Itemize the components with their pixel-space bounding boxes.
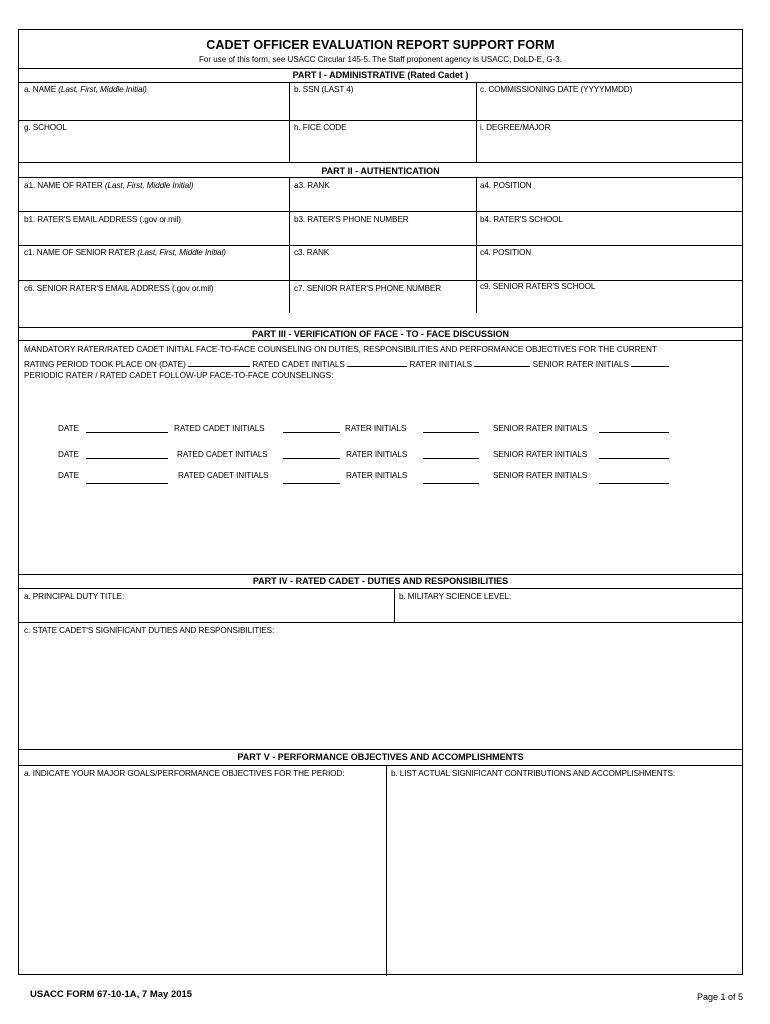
- name-field[interactable]: [24, 85, 147, 94]
- fice-code-field[interactable]: h. FICE CODE: [294, 123, 347, 132]
- rater-phone-field[interactable]: b3. RATER'S PHONE NUMBER: [294, 215, 409, 224]
- rater-email-field[interactable]: b1. RATER'S EMAIL ADDRESS (.gov or.mil): [24, 215, 181, 224]
- initial-senior-initials-blank[interactable]: [631, 358, 669, 367]
- rater-position-field[interactable]: a4. POSITION: [480, 181, 532, 190]
- followup3-rater-label: RATER INITIALS: [346, 471, 408, 480]
- followup2-rater-label: RATER INITIALS: [346, 450, 408, 459]
- goals-objectives-field[interactable]: a. INDICATE YOUR MAJOR GOALS/PERFORMANCE OBJECTIVES FOR THE PERIOD:: [24, 769, 345, 778]
- senior-rater-email-field[interactable]: c6. SENIOR RATER'S EMAIL ADDRESS (.gov or.mil): [24, 284, 214, 293]
- followup-heading: PERIODIC RATER / RATED CADET FOLLOW-UP FACE-TO-FACE COUNSELINGS:: [24, 371, 334, 380]
- initial-rater-initials-label: RATER INITIALS: [409, 360, 473, 369]
- commissioning-date-field[interactable]: c. COMMISSIONING DATE (YYYYMMDD): [480, 85, 633, 94]
- senior-rater-phone-field[interactable]: c7. SENIOR RATER'S PHONE NUMBER: [294, 284, 442, 293]
- school-field[interactable]: g. SCHOOL: [24, 123, 67, 132]
- initial-rater-initials-blank[interactable]: [474, 358, 530, 367]
- followup2-cadet-label: RATED CADET INITIALS: [177, 450, 268, 459]
- form-frame: [18, 29, 743, 975]
- followup3-rater-blank[interactable]: [423, 483, 479, 484]
- name-hint: (Last, First, Middle Initial): [58, 85, 147, 94]
- initial-date-label: RATING PERIOD TOOK PLACE ON (DATE): [24, 360, 186, 369]
- senior-rater-name-label: c1. NAME OF SENIOR RATER: [24, 248, 138, 257]
- rater-name-hint: (Last, First, Middle Initial): [104, 181, 194, 190]
- followup2-senior-blank[interactable]: [599, 458, 669, 459]
- followup3-date-label: DATE: [58, 471, 79, 480]
- degree-major-field[interactable]: i. DEGREE/MAJOR: [480, 123, 551, 132]
- initial-cadet-initials-blank[interactable]: [347, 358, 407, 367]
- followup3-senior-blank[interactable]: [599, 483, 669, 484]
- followup1-senior-blank[interactable]: [599, 432, 669, 433]
- followup2-date-label: DATE: [58, 450, 79, 459]
- contributions-field[interactable]: b. LIST ACTUAL SIGNIFICANT CONTRIBUTIONS AND ACCOMPLISHMENTS:: [391, 769, 675, 778]
- initial-counseling-row: [24, 358, 669, 369]
- senior-rater-name-field[interactable]: [24, 248, 226, 257]
- followup1-senior-label: SENIOR RATER INITIALS: [493, 424, 588, 433]
- followup1-rater-blank[interactable]: [423, 432, 479, 433]
- followup2-cadet-blank[interactable]: [283, 458, 340, 459]
- followup2-date-blank[interactable]: [86, 458, 168, 459]
- initial-senior-initials-label: SENIOR RATER INITIALS: [532, 360, 629, 369]
- followup3-date-blank[interactable]: [86, 483, 168, 484]
- followup2-senior-label: SENIOR RATER INITIALS: [493, 450, 588, 459]
- followup1-cadet-label: RATED CADET INITIALS: [174, 424, 265, 433]
- followup3-cadet-blank[interactable]: [283, 483, 340, 484]
- principal-duty-title-field[interactable]: a. PRINCIPAL DUTY TITLE:: [24, 592, 125, 601]
- initial-cadet-initials-label: RATED CADET INITIALS: [252, 360, 345, 369]
- initial-date-blank[interactable]: [188, 358, 250, 367]
- ssn-field[interactable]: b. SSN (LAST 4): [294, 85, 354, 94]
- followup1-date-blank[interactable]: [86, 432, 168, 433]
- senior-rater-name-hint: (Last, First, Middle Initial): [137, 248, 226, 257]
- part1-header: PART I - ADMINISTRATIVE (Rated Cadet ): [292, 70, 469, 80]
- followup1-date-label: DATE: [58, 424, 79, 433]
- senior-rater-rank-field[interactable]: c3. RANK: [294, 248, 330, 257]
- significant-duties-field[interactable]: c. STATE CADET'S SIGNIFICANT DUTIES AND RESPONSIBILITIES:: [24, 626, 275, 635]
- senior-rater-school-field[interactable]: c9. SENIOR RATER'S SCHOOL: [480, 282, 596, 291]
- part5-header: PART V - PERFORMANCE OBJECTIVES AND ACCOMPLISHMENTS: [237, 752, 524, 762]
- form-subtitle: For use of this form, see USACC Circular 145-5. The Staff proponent agency is USACC, DoLD-E, G-3.: [199, 55, 562, 64]
- followup1-rater-label: RATER INITIALS: [345, 424, 407, 433]
- rater-rank-field[interactable]: a3. RANK: [294, 181, 330, 190]
- followup1-cadet-blank[interactable]: [283, 432, 340, 433]
- form-identifier: USACC FORM 67-10-1A, 7 May 2015: [30, 989, 193, 1000]
- form-title: CADET OFFICER EVALUATION REPORT SUPPORT FORM: [206, 38, 555, 52]
- rater-name-label: a1. NAME OF RATER: [24, 181, 105, 190]
- followup3-cadet-label: RATED CADET INITIALS: [178, 471, 269, 480]
- counseling-statement: MANDATORY RATER/RATED CADET INITIAL FACE-TO-FACE COUNSELING ON DUTIES, RESPONSIBILITIES AND PERFORMANCE OBJECTIVES FOR THE CURRENT: [24, 345, 657, 354]
- name-label: a. NAME: [24, 85, 59, 94]
- followup3-senior-label: SENIOR RATER INITIALS: [493, 471, 588, 480]
- part3-header: PART III - VERIFICATION OF FACE - TO - FACE DISCUSSION: [251, 329, 509, 339]
- page-number: Page 1 of 5: [697, 992, 744, 1002]
- senior-rater-position-field[interactable]: c4. POSITION: [480, 248, 532, 257]
- rater-school-field[interactable]: b4. RATER'S SCHOOL: [480, 215, 563, 224]
- military-science-level-field[interactable]: b. MILITARY SCIENCE LEVEL:: [399, 592, 512, 601]
- part2-header: PART II - AUTHENTICATION: [321, 166, 440, 176]
- part4-header: PART IV - RATED CADET - DUTIES AND RESPONSIBILITIES: [252, 576, 509, 586]
- followup2-rater-blank[interactable]: [423, 458, 479, 459]
- rater-name-field[interactable]: [24, 181, 193, 190]
